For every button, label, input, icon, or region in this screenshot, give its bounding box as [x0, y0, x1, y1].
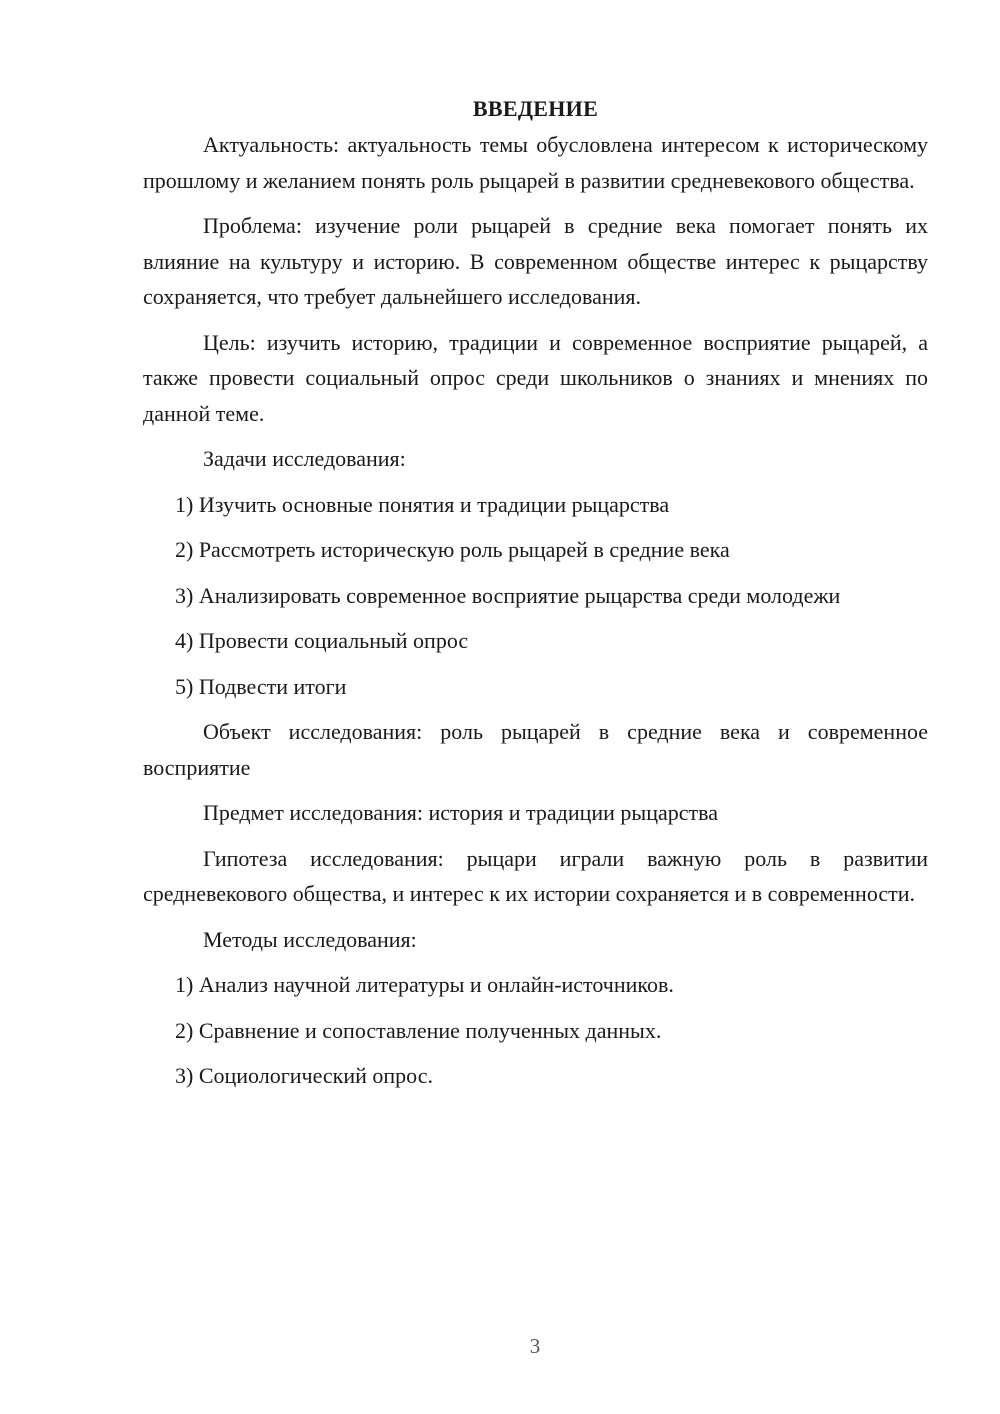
hypothesis-paragraph: Гипотеза исследования: рыцари играли важную роль в развитии средневекового общества, и интерес к их истории сохраняется и в современности. [143, 845, 928, 906]
list-item: 1) Изучить основные понятия и традиции рыцарства [175, 491, 670, 517]
page-number: 3 [529, 1334, 541, 1358]
list-item: 5) Подвести итоги [175, 673, 347, 699]
list-item: 4) Провести социальный опрос [175, 628, 469, 653]
list-item: 1) Анализ научной литературы и онлайн-источников. [175, 972, 674, 997]
list-item: 3) Анализировать современное восприятие рыцарства среди молодежи [175, 582, 841, 608]
document-title: ВВЕДЕНИЕ [472, 96, 599, 121]
problem-paragraph: Проблема: изучение роли рыцарей в средние века помогает понять их влияние на культуру и историю. В современном обществе интерес к рыцарству сохраняется, что требует дальнейшего исследования. [143, 213, 928, 309]
list-item: 2) Сравнение и сопоставление полученных данных. [175, 1017, 662, 1043]
tasks-heading: Задачи исследования: [203, 446, 406, 471]
tasks-list [143, 487, 928, 705]
subject-paragraph: Предмет исследования: история и традиции рыцарства [203, 800, 718, 825]
methods-list [143, 967, 928, 1094]
goal-paragraph: Цель: изучить историю, традиции и современное восприятие рыцарей, а также провести социальный опрос среди школьников о знаниях и мнениях по данной теме. [143, 329, 928, 426]
document-page [143, 94, 928, 1104]
list-item: 3) Социологический опрос. [175, 1063, 433, 1088]
methods-heading: Методы исследования: [203, 926, 417, 952]
list-item: 2) Рассмотреть историческую роль рыцарей в средние века [175, 537, 730, 562]
relevance-paragraph: Актуальность: актуальность темы обусловлена интересом к историческому прошлому и желанием понять роль рыцарей в развитии средневекового общества. [143, 132, 928, 193]
object-paragraph: Объект исследования: роль рыцарей в средние века и современное восприятие [143, 719, 928, 780]
